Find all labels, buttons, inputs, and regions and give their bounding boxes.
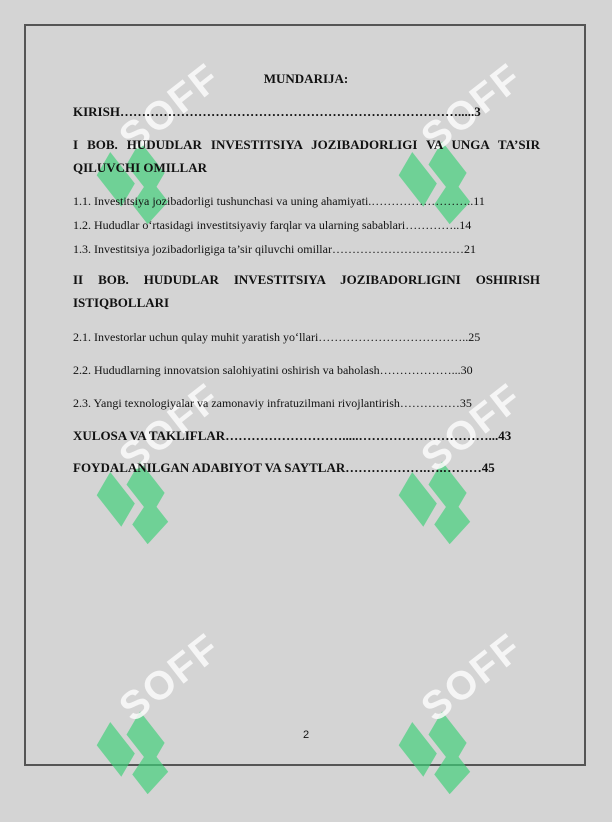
toc-entry-2-3[interactable]: 2.3. Yangi texnologiyalar va zamonaviy infratuzilmani rivojlantirish……………35 [73, 396, 472, 410]
watermark-text: SOFF [413, 375, 531, 481]
watermark-text: SOFF [413, 625, 531, 731]
toc-entry-2-2[interactable]: 2.2. Hududlarning innovatsion salohiyatini oshirish va baholash………………...30 [73, 363, 473, 377]
toc-chapter-2[interactable]: II BOB. HUDUDLAR INVESTITSIYA JOZIBADORLIGINI OSHIRISH ISTIQBOLLARI [73, 272, 540, 310]
watermark-text: SOFF [111, 625, 229, 731]
toc-entry-adabiyot[interactable]: FOYDALANILGAN ADABIYOT VA SAYTLAR……………….….………45 [73, 460, 495, 475]
watermark-text: SOFF [413, 55, 531, 161]
toc-entry-2-1[interactable]: 2.1. Investorlar uchun qulay muhit yaratish yoʻllari………………………………..25 [73, 330, 481, 344]
toc-entry-xulosa[interactable]: XULOSA VA TAKLIFLAR……………………….....…………………………...43 [73, 428, 512, 443]
page-number: 2 [302, 729, 310, 741]
toc-chapter-1[interactable]: I BOB. HUDUDLAR INVESTITSIYA JOZIBADORLIGI VA UNGA TA’SIR QILUVCHI OMILLAR [73, 137, 540, 175]
watermark-text: SOFF [111, 375, 229, 481]
toc-title: MUNDARIJA: [263, 71, 349, 86]
toc-entry-1-2[interactable]: 1.2. Hududlar oʻrtasidagi investitsiyaviy farqlar va ularning sabablari…………..14 [73, 218, 472, 232]
toc-entry-1-1[interactable]: 1.1. Investitsiya jozibadorligi tushunchasi va uning ahamiyati.……………………..11 [73, 194, 485, 208]
toc-entry-1-3[interactable]: 1.3. Investitsiya jozibadorligiga ta’sir qiluvchi omillar……………………………21 [73, 242, 476, 256]
watermark-text: SOFF [111, 55, 229, 161]
toc-entry-kirish[interactable]: KIRISH…………………………………………………………………….....3 [73, 104, 481, 119]
